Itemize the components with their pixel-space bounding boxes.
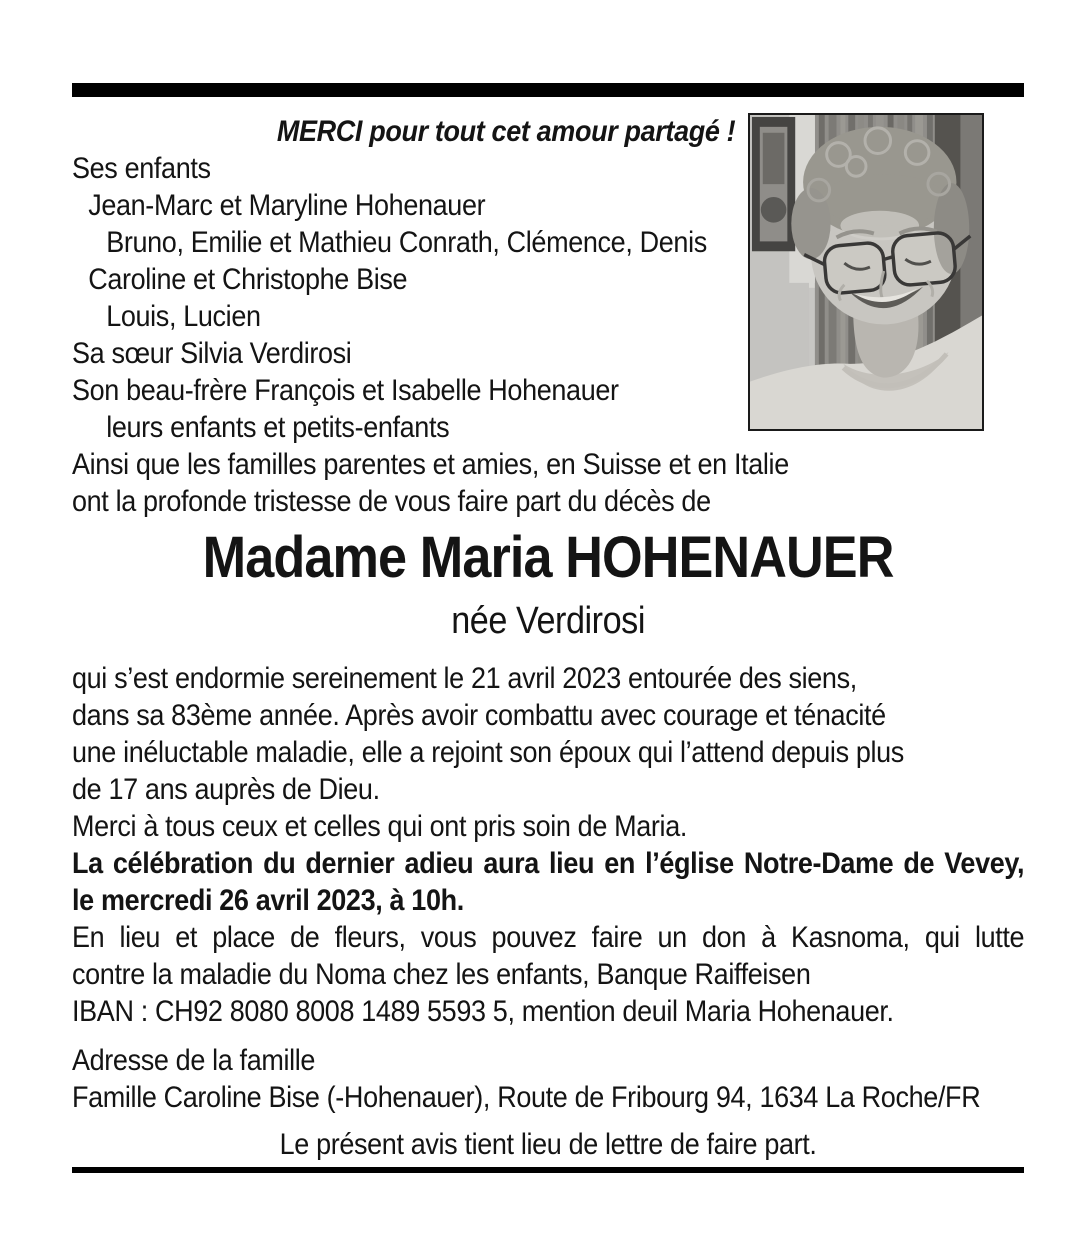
family-line: Louis, Lucien bbox=[106, 300, 261, 333]
body-line: dans sa 83ème année. Après avoir combattu avec courage et ténacité bbox=[72, 699, 886, 732]
body-line: une inéluctable maladie, elle a rejoint son époux qui l’attend depuis plus bbox=[72, 736, 904, 769]
family-line: Son beau-frère François et Isabelle Hohenauer bbox=[72, 374, 619, 407]
body-line: La célébration du dernier adieu aura lieu en l’église Notre-Dame de Vevey, bbox=[72, 847, 1025, 880]
family-address bbox=[72, 1042, 1024, 1116]
body-line: de 17 ans auprès de Dieu. bbox=[72, 773, 380, 806]
closing-line: Le présent avis tient lieu de lettre de faire part. bbox=[279, 1128, 817, 1161]
thanks-line: MERCI pour tout cet amour partagé ! bbox=[276, 115, 736, 148]
family-line: Jean-Marc et Maryline Hohenauer bbox=[88, 189, 486, 222]
deceased-name-title: Madame Maria HOHENAUER bbox=[202, 525, 894, 590]
maiden-name: née Verdirosi bbox=[451, 600, 645, 642]
body-line: En lieu et place de fleurs, vous pouvez faire un don à Kasnoma, qui lutte bbox=[72, 921, 1025, 954]
notice-body bbox=[72, 660, 1024, 1030]
notice-content bbox=[72, 97, 1024, 1163]
bottom-rule bbox=[72, 1167, 1024, 1173]
body-line: contre la maladie du Noma chez les enfants, Banque Raiffeisen bbox=[72, 958, 811, 991]
family-line: ont la profonde tristesse de vous faire part du décès de bbox=[72, 485, 711, 518]
body-line: qui s’est endormie sereinement le 21 avril 2023 entourée des siens, bbox=[72, 662, 857, 695]
body-line: IBAN : CH92 8080 8008 1489 5593 5, mention deuil Maria Hohenauer. bbox=[72, 995, 894, 1028]
top-rule bbox=[72, 83, 1024, 97]
body-line: Merci à tous ceux et celles qui ont pris soin de Maria. bbox=[72, 810, 687, 843]
address-line: Adresse de la famille bbox=[72, 1044, 316, 1077]
body-line: le mercredi 26 avril 2023, à 10h. bbox=[72, 884, 464, 917]
family-line: Sa sœur Silvia Verdirosi bbox=[72, 337, 352, 370]
family-line: Caroline et Christophe Bise bbox=[88, 263, 408, 296]
family-line: Ses enfants bbox=[72, 152, 211, 185]
family-line: Bruno, Emilie et Mathieu Conrath, Clémence, Denis bbox=[106, 226, 707, 259]
address-line: Famille Caroline Bise (-Hohenauer), Route de Fribourg 94, 1634 La Roche/FR bbox=[72, 1081, 981, 1114]
family-list bbox=[72, 150, 1024, 520]
family-line: Ainsi que les familles parentes et amies, en Suisse et en Italie bbox=[72, 448, 789, 481]
family-line: leurs enfants et petits-enfants bbox=[106, 411, 450, 444]
